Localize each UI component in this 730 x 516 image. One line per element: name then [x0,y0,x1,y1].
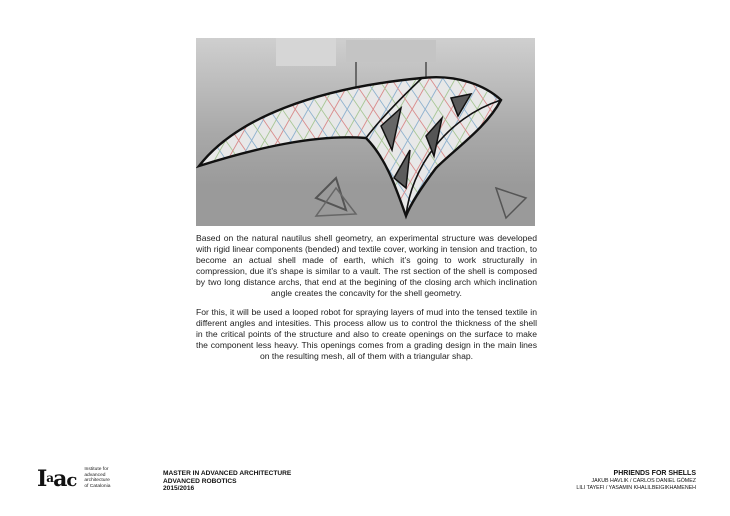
institute-name [84,467,124,489]
description-paragraph-1: Based on the natural nautilus shell geometry, an experimental structure was developed with rigid linear components (bended) and textile cover, working in tension and traction, to become an actual shell made of earth, which it’s going to work structurally in compression, due it’s shape is similar to a vault. The rst section of the shell is composed by two long distance archs, that end at the begining of the closing arch which inclination angle creates the concavity for the shell geometry. [196,233,537,298]
institute-line: Institute for [84,467,109,472]
shell-prototype-photo [196,38,535,226]
authors-line: LILI TAYEFI / YASAMIN KHALILBEIGIKHAMENEH [576,484,696,491]
institute-line: architecture [84,478,110,484]
project-title: PHRIENDS FOR SHELLS [613,470,696,477]
program-subtitle: ADVANCED ROBOTICS [163,477,237,485]
authors-line: JAKUB HAVLIK / CARLOS DANIEL GÓMEZ [591,478,696,484]
institute-line: of Catalonia [84,483,111,489]
iaac-logo: $I^aac$ [37,466,77,492]
shell-illustration [196,38,535,226]
program-year: 2015/2016 [163,485,195,493]
institute-line: advanced [84,472,106,478]
window-light [276,38,336,66]
bench [346,40,436,62]
project-credits [576,470,696,491]
description-paragraph-2: For this, it will be used a looped robot for spraying layers of mud into the tensed textile in different angles and intesities. This process allow us to control the thickness of the shell in the critical points of the structure and also to create openings on the surface to make the component less heavy. This openings comes from a grading design in the main lines on the resulting mesh, all of them with a triangular shap. [196,307,537,362]
program-block [163,470,291,493]
program-title: MASTER IN ADVANCED ARCHITECTURE [163,470,292,477]
institution-block [37,467,124,491]
project-description [196,233,537,371]
